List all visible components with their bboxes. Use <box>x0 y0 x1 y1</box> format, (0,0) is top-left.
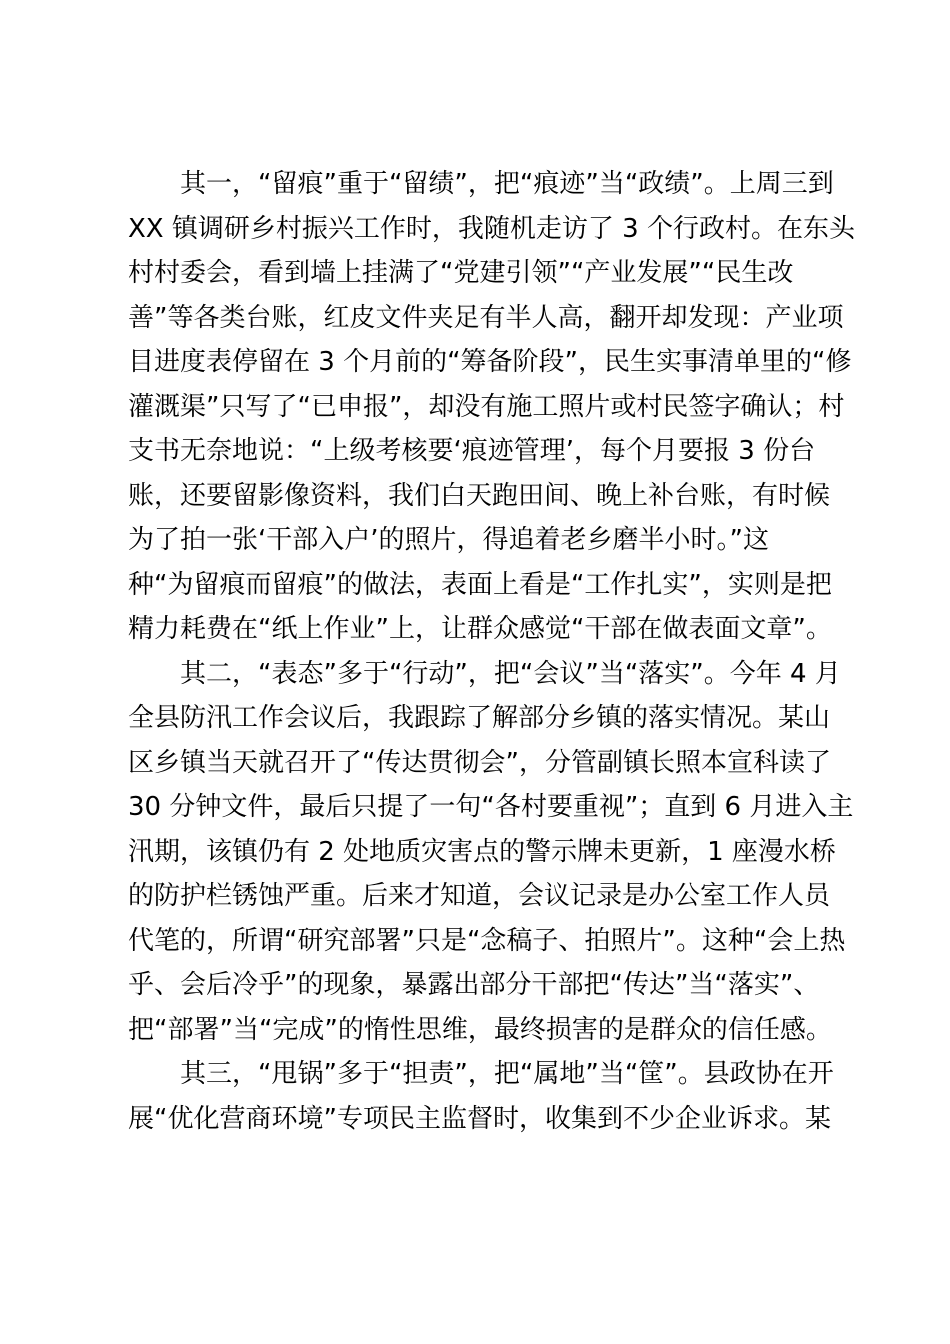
text-line: 其一，“留痕”重于“留绩”，把“痕迹”当“政绩”。上周三到 <box>180 169 834 199</box>
text-line: 的防护栏锈蚀严重。后来才知道，会议记录是办公室工作人员 <box>128 881 831 911</box>
text-line: 精力耗费在“纸上作业”上，让群众感觉“干部在做表面文章”。 <box>128 614 832 644</box>
text-line: 种“为留痕而留痕”的做法，表面上看是“工作扎实”，实则是把 <box>128 569 832 600</box>
text-line: 灌溉渠”只写了“已申报”，却没有施工照片或村民签字确认；村 <box>128 391 845 422</box>
text-line: 其二，“表态”多于“行动”，把“会议”当“落实”。今年 4 月 <box>180 658 841 689</box>
text-line: 区乡镇当天就召开了“传达贯彻会”，分管副镇长照本宣科读了 <box>128 747 831 778</box>
text-line: 善”等各类台账，红皮文件夹足有半人高，翻开却发现：产业项 <box>128 302 844 333</box>
text-line: 展“优化营商环境”专项民主监督时，收集到不少企业诉求。某 <box>128 1103 831 1134</box>
text-line: 村村委会，看到墙上挂满了“党建引领”“产业发展”“民生改 <box>128 258 794 288</box>
text-line: 乎、会后冷乎”的现象，暴露出部分干部把“传达”当“落实”、 <box>128 970 820 1000</box>
text-line: 账，还要留影像资料，我们白天跑田间、晚上补台账，有时候 <box>128 480 831 511</box>
text-line: 把“部署”当“完成”的惰性思维，最终损害的是群众的信任感。 <box>128 1014 832 1045</box>
text-line: XX 镇调研乡村振兴工作时，我随机走访了 3 个行政村。在东头 <box>128 213 855 244</box>
text-line: 支书无奈地说：“上级考核要‘痕迹管理’，每个月要报 3 份台 <box>128 436 816 466</box>
body-text <box>128 162 855 1141</box>
text-line: 其三，“甩锅”多于“担责”，把“属地”当“筐”。县政协在开 <box>180 1059 834 1089</box>
text-line: 代笔的，所谓“研究部署”只是“念稿子、拍照片”。这种“会上热 <box>128 925 846 956</box>
text-line: 为了拍一张‘干部入户’的照片，得追着老乡磨半小时。”这 <box>128 525 769 555</box>
text-line: 目进度表停留在 3 个月前的“筹备阶段”，民生实事清单里的“修 <box>128 347 852 377</box>
text-line: 汛期，该镇仍有 2 处地质灾害点的警示牌未更新，1 座漫水桥 <box>128 836 836 867</box>
text-line: 全县防汛工作会议后，我跟踪了解部分乡镇的落实情况。某山 <box>128 703 831 733</box>
text-line: 30 分钟文件，最后只提了一句“各村要重视”；直到 6 月进入主 <box>128 792 854 822</box>
